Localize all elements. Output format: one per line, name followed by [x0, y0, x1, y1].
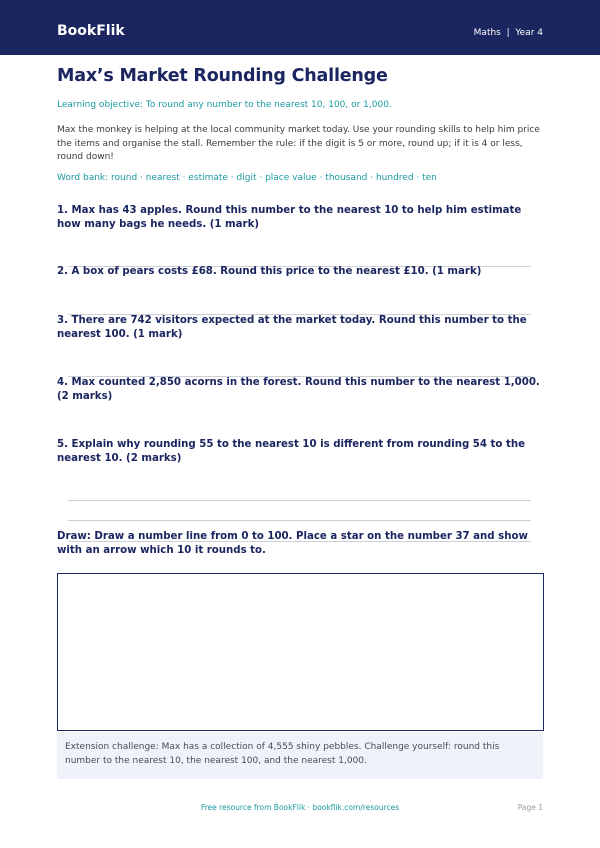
brand-logo[interactable]: BookFlik	[57, 23, 125, 39]
draw-prompt: Draw: Draw a number line from 0 to 100. Place a star on the number 37 and show with an arrow which 10 it rounds to.	[57, 531, 528, 556]
question-3: 3. There are 742 visitors expected at the market today. Round this number to the nearest 100. (1 mark)	[57, 315, 527, 340]
extension-challenge: Extension challenge: Max has a collection of 4,555 shiny pebbles. Challenge yourself: round this number to the nearest 10, the nearest 100, and the nearest 1,000.	[57, 732, 543, 779]
answer-line[interactable]	[68, 500, 531, 501]
drawing-box[interactable]	[57, 573, 544, 731]
question-1: 1. Max has 43 apples. Round this number to the nearest 10 to help him estimate how many bags he needs. (1 mark)	[57, 205, 522, 230]
footer-resource-link[interactable]: Free resource from BookFlik · bookflik.com/resources	[200, 803, 400, 812]
word-bank: Word bank: round · nearest · estimate · digit · place value · thousand · hundred · ten	[57, 173, 437, 183]
answer-line[interactable]	[68, 520, 531, 521]
page-number: Page 1	[517, 803, 543, 812]
worksheet-title: Max’s Market Rounding Challenge	[57, 66, 388, 86]
header-bar	[0, 0, 600, 55]
learning-objective: Learning objective: To round any number to the nearest 10, 100, or 1,000.	[57, 100, 392, 110]
question-4: 4. Max counted 2,850 acorns in the forest. Round this number to the nearest 1,000. (2 marks)	[57, 377, 540, 402]
subject-year-label: Maths | Year 4	[473, 28, 543, 38]
question-5: 5. Explain why rounding 55 to the nearest 10 is different from rounding 54 to the nearest 10. (2 marks)	[57, 439, 525, 464]
intro-paragraph: Max the monkey is helping at the local community market today. Use your rounding skills to help him price the items and organise the stall. Remember the rule: if the digit is 5 or more, round up; if it is 4 or less, round down!	[57, 125, 540, 162]
question-2: 2. A box of pears costs £68. Round this price to the nearest £10. (1 mark)	[57, 266, 482, 277]
